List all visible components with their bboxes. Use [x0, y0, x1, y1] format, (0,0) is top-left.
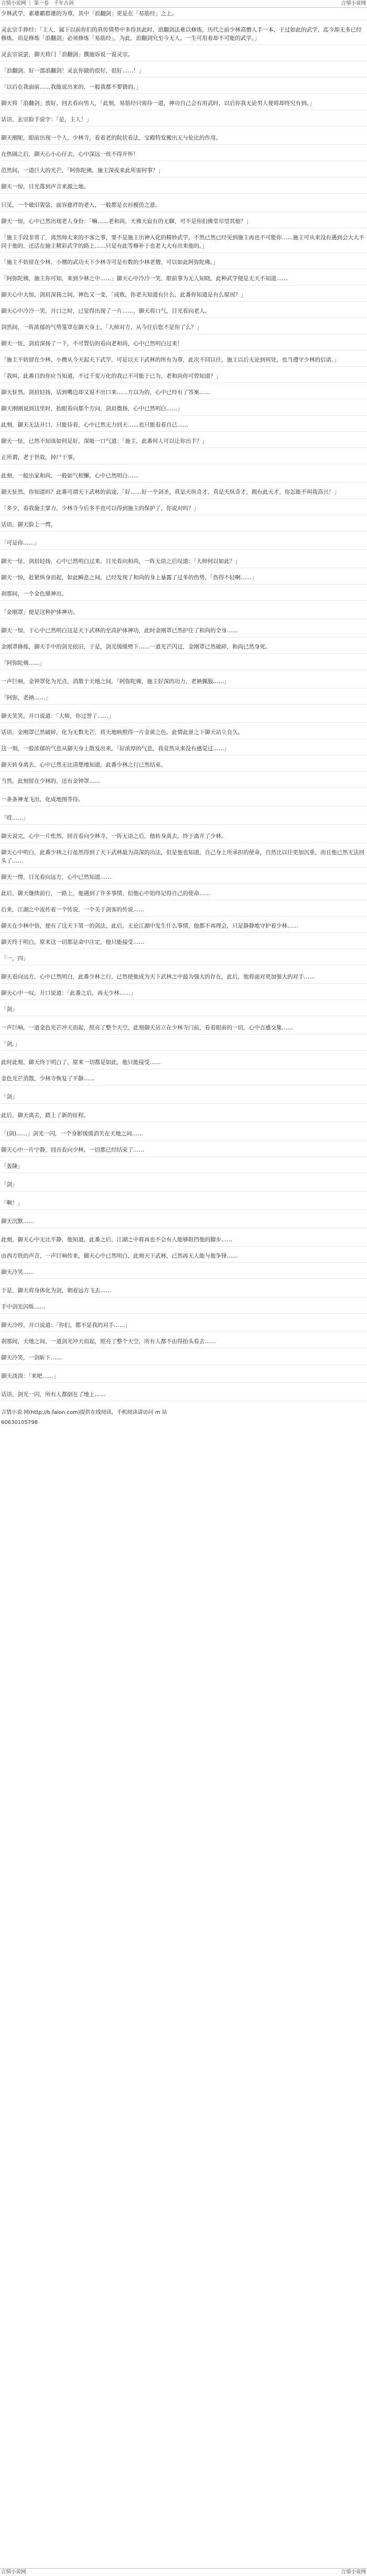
paragraph: 剑然间，一阵浓郁的气势笼罩在御天身上，「大师对方，从今往后您不是你了么？」 — [0, 323, 367, 334]
header-left — [1, 0, 73, 7]
paragraph: 御天心中冷冷一笑，开口之时，已觉得出现了一片……，御天将口气，目光看向老人。 — [0, 307, 367, 318]
paragraph: 「我叫，此番目的你应当知道，不过千变万化的我已不可能于已为，老和尚你可曾知道？」 — [0, 372, 367, 383]
paragraph: 「金刚罩」便是这种护体神功。 — [0, 608, 367, 619]
paragraph: 金色光芒消散，少林寺恢复了平静…… — [0, 1074, 367, 1085]
paragraph: 此刻，一般出家和尚，一般如气相懈，心中已然明白…… — [0, 472, 367, 483]
paragraph: 「以后在我面前……我能说出来的，一般我都不要错的。」 — [0, 83, 367, 94]
paragraph: 刹那间，一个金色鼎神出。 — [0, 590, 367, 601]
page-header — [0, 0, 367, 8]
paragraph: 「(剑)……」剑光一闪，一个身影缓缓消失在天地之间…… — [0, 1130, 367, 1141]
paragraph: 一声巨响，一道金色光芒冲天而起，照亮了整个天空，此刻御天站立在少林寺门前，看着眼前的一切，心中百感交集…… — [0, 1024, 367, 1035]
paragraph: 御天一愣，目光看向远方，心中已然知道…… — [0, 873, 367, 884]
paragraph: 御天将「浪翻剑」放好，回去看向男人，「此刻，易筋经只需待一道，神功自己会有用武时，以后你我无论男人便将却终究有到。」 — [0, 99, 367, 110]
paragraph: 话语，金刚罩已然破碎，化为无数光芒，将天地映照得一片金黄之色，此情此景之下御天站立良久。 — [0, 728, 367, 739]
paragraph: 御天淡淡：「来吧……」 — [0, 1372, 367, 1383]
paragraph: 御天终于明白，原来这一切都是命中注定，他只能接受…… — [0, 938, 367, 949]
paragraph: 当然，此刻留在少林的，还有金钟罩…… — [0, 777, 367, 788]
footer-links[interactable]: 言情小说 网(http://b.falon.com)提供在线阅读，手机阅读请访问 m 站 — [1, 1410, 167, 1415]
paragraph: 御天刚呢，眼前出现一个人，少林寺，看着老的院状看法，宝殿特发搬出无与伦比的作用。 — [0, 134, 367, 145]
paragraph: 灵玄宗手捧经：「主人，属下以前你们的真传情势中多得其此时，浪翻剑法难以修炼，历代之前少林高僧人手一本，于过如此的武学，迄今却无多已经修炼，而是修炼「浪翻剑」必须修炼「易筋经」，为此，浪翻剑究至今无人，一生可用着却不可能的武学。」 — [0, 26, 367, 45]
paragraph: 话语，剑光一闪，所有人都倒在了地上…… — [0, 1390, 367, 1401]
paragraph: 御天冷哼，开口说道：「你们，都不是我的对手……」 — [0, 1321, 367, 1332]
paragraph: 御天转身离去，心中已然无比清楚地知道，此番少林之行已然结束。 — [0, 761, 367, 772]
footer-site-left: 言情小说网 — [1, 2569, 26, 2575]
paragraph: 此时此刻，御天终于明白了，原来一切都是如此，他只能接受…… — [0, 1058, 367, 1069]
paragraph: 御天一惊，赶紧纵身而起，如此瞬息之间，已经发现了和尚的身上暴露了过多的伤势，「伤得不轻啊……」 — [0, 573, 367, 584]
paragraph: 「剑」 — [0, 1093, 367, 1104]
paragraph: 「阿弥陀佛，施主你可知，来到少林之中……」御天心中冷冷一笑，眼前事为无人知晓，此种武学便是无天不知道…… — [0, 274, 367, 285]
paragraph: 御天心中一叹，开口说道：「此番之后，再无少林……」 — [0, 989, 367, 1000]
footer-site-right: 言情小说网 — [341, 2569, 366, 2575]
paragraph: 此刻，御天无法开口，只能待着，心中已然无力回天……也只能看着自己…… — [0, 421, 367, 432]
paragraph: 「轰隆」 — [0, 1162, 367, 1173]
paragraph: 御天一惊，心中已然出现老人身份：「嘛……老和尚，天佛天寂有的无聊，可不是你们佛堂尽望其他？」 — [0, 217, 367, 228]
page-footer — [0, 2568, 367, 2576]
paragraph: 「施主手段非常了，离然师太来的不客之事，要不是施主出神入化的精妙武学，不然已然已经见到施主再也不可能你……施主可从来没有遇到会大大不同于他的，还活在施主精彩武学的路上……只是有此等修补于也老大大有出来他的。」 — [0, 233, 367, 253]
paragraph: 御天怔然，剑眉轻扬，话到嘴边却又说不出口来……方以为的，心中已经有了答案…… — [0, 388, 367, 399]
paragraph: 灵玄宗说罢，御天将门「浪翻剑」撰施诉说一说灵宗。 — [0, 50, 367, 61]
site-name: 言情小说网 — [1, 1, 26, 6]
paragraph: 御天笑笑，开口说道：「大师，你过誉了……」 — [0, 712, 367, 723]
paragraph: 御天心中明白，此番少林之行虽然得到了天下武林最为高深的功法，但是他也知道，自己身上所承担的使命，自然比以往更加沉重，而且他已然无法回头了…… — [0, 848, 367, 868]
paragraph: 此后，御天离去，踏上了新的征程。 — [0, 1111, 367, 1122]
paragraph: 这一刻，一股浓郁的气息从御天身上散发出来，「好浓厚的气息，我竟然从来没有感觉过……」 — [0, 744, 367, 755]
paragraph: 御天一惊，目光落到声音来源之地。 — [0, 183, 367, 194]
paragraph: 由西方铁的声音，一声巨响传来，御天心中已然明白，此刻天下武林，已然再无人能与他争锋…… — [0, 1252, 367, 1263]
paragraph: 御天一怔，已然不知该如何是好，深吸一口气道：「施主，此番何人可以让你出手？」 — [0, 437, 367, 448]
page-number: 60630105798 — [1, 1420, 38, 1425]
paragraph: 御天一怔，剑眉轻扬，心中已然明白过来，目光看向和尚，一阵无语之后叹道：「大师何以如此？」 — [0, 557, 367, 568]
paragraph: 刹那间，天地之间，一道剑光冲天而起，照亮了整个天空，所有人都不由得抬头看去…… — [0, 1337, 367, 1348]
paragraph: 一声巨响，金钟罩化为光点，消散于天地之间，「阿弥陀佛，施主好深的功力，老衲佩服……」 — [0, 677, 367, 688]
chapter-label: 第一卷 — [34, 1, 49, 6]
paragraph: 只见，一个破旧袈裟、面容慈祥的老人，一般都是衣衫模仿之意。 — [0, 201, 367, 212]
paragraph: 「剑」 — [0, 1005, 367, 1016]
paragraph: 话语，玄宗脸手说字：「是，主人！」 — [0, 115, 367, 126]
paragraph: 御天一惊，于心中已然明白这是天下武林的至高护体神功，此时金刚罩已然护住了和尚的全身…… — [0, 626, 367, 637]
paragraph: 「施主不妨留在少林，小僧从今天起天下武学，可是以天下武林的所有为尊，此次不同以往，施主以后无论到何处，也当遵守少林的信诺。」 — [0, 356, 367, 367]
paragraph: 一条条神龙飞出，化成地图等待。 — [0, 795, 367, 806]
paragraph: 御天刚刚说到这里时，抬眼看向那个方向，剑眉微扬，心中已然明白……」 — [0, 405, 367, 416]
paragraph: 正所谓，老于世故，掉尸于事。 — [0, 453, 367, 464]
paragraph: 「阿弥陀佛……」 — [0, 659, 367, 670]
site-name-right: 言情小说网 — [341, 1, 366, 6]
paragraph: 御天怔然，你知道吗？此番可谓天下武林的前途，「好……好一个剑圣，真是天纵奇才，真是天纵奇才，拥有此天才，你怎能不叫我高兴！」 — [0, 488, 367, 499]
paragraph: 「可是你……」 — [0, 539, 367, 550]
paragraph: 「施主不妨留在少林，小僧的武功天下少林寺可是有数的少林老僧，可以如此阿弥陀佛。」 — [0, 258, 367, 269]
paragraph: 「阿弥，老衲……」 — [0, 694, 367, 705]
paragraph: 「啊！」 — [0, 1199, 367, 1210]
paragraph: 御天冷笑，一剑斩下…… — [0, 1354, 367, 1365]
paragraph: 御天看向远方，心中已然明白，此番少林之行，已然使他成为天下武林之中最为强大的存在，此后，他将面对更加强大的对手…… — [0, 973, 367, 984]
paragraph: 范然间，一道巨大的光芒，「阿弥陀佛，施主深夜来此所需何事？」 — [0, 166, 367, 177]
chapter-title: 千年古剑 — [53, 1, 74, 6]
paragraph: 「剑」 — [0, 1180, 367, 1191]
paragraph: 御天一怔，剑眉深扬了一下，不可置信的看向老和尚，心中已然明白过来！ — [0, 339, 367, 350]
paragraph: 手中剑光闪烁…… — [0, 1303, 367, 1314]
paragraph: 御天冷笑…… — [0, 1268, 367, 1279]
paragraph: 御天沉默…… — [0, 1217, 367, 1228]
chapter-content — [0, 9, 367, 2576]
paragraph: 「多少，看我施主掌力，少林寺今后多半也可以得到施主的保护了，你说对吗？」 — [0, 504, 367, 515]
paragraph: 「哎……」 — [0, 814, 367, 825]
paragraph: 金刚罩修炼，御天手中的剑光依旧，于是，剑光缓缓劈下……一道光芒闪过，金刚罩已然破碎，和尚已然身死。 — [0, 643, 367, 654]
paragraph: 后来，江湖之中流传着一个传说，一个关于剑客的传说…… — [0, 906, 367, 917]
paragraph: 在热闹之后，御天心小心仔去，心中深远一丝不得开怀！ — [0, 150, 367, 161]
paragraph: 此后，御天继续前行，一路上，他遇到了许多事情，但他心中始终记得自己的使命…… — [0, 889, 367, 900]
paragraph: 此刻，御天心中无比平静，他知道，此番之后，江湖之中将再也不会有人能够阻挡他的脚步…… — [0, 1236, 367, 1247]
paragraph: 御天说完，心中一片怅然，回首看向少林寺，一阵无语之后，他转身离去，终于离开了少林。 — [0, 832, 367, 843]
paragraph: 「一，四」 — [0, 954, 367, 965]
paragraph: 御天心中一片宁静，回首看向少林，一切都已经结束了…… — [0, 1146, 367, 1157]
paragraph: 于是，御天将身体化为剑，朝着远方飞去…… — [0, 1286, 367, 1297]
paragraph: 「剑，」 — [0, 1040, 367, 1051]
paragraph: 御天心中大惊，剑眉深扬之间，神色又一变，「成败，你老夫知道有什么，此番你知道是有么原因？」 — [0, 291, 367, 302]
paragraph: 话语，御天脸上一愕。 — [0, 520, 367, 531]
paragraph: 「浪翻剑，好一部浪翻剑！灵玄你做的很好，很好……！」 — [0, 67, 367, 78]
header-separator: | — [29, 1, 31, 6]
paragraph: 御天在少林中悟，便有了这天下第一的剑法，此后，无论江湖中发生什么事情，他都不再理会，只是静静地守护着少林…… — [0, 922, 367, 933]
paragraph: 少林武学，素雄霸群雄的为尊，其中「浪翻剑」更是在「易筋经」之上。 — [0, 9, 367, 20]
